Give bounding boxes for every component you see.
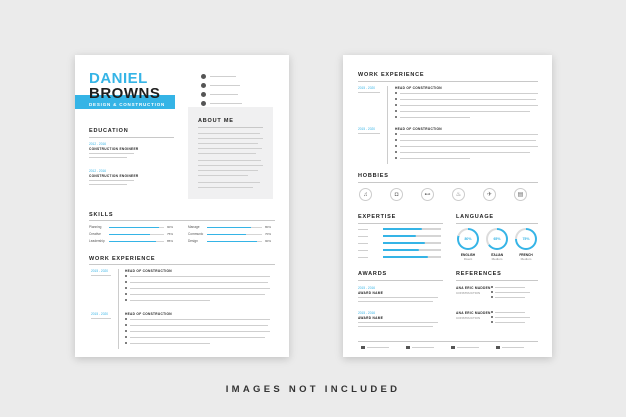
language-percent: 65% (488, 230, 506, 248)
job-title: HEAD OF CONSTRUCTION (125, 312, 172, 316)
caption: IMAGES NOT INCLUDED (225, 384, 401, 395)
expertise-marker (425, 256, 427, 258)
skill-bar-fill (109, 227, 159, 229)
expertise-bar (383, 256, 441, 258)
skill-label: Leadership (89, 239, 105, 243)
book-icon: ▤ (514, 188, 527, 201)
education-degree: CONSTRUCTION ENGINEER (89, 174, 139, 178)
location-icon (201, 101, 206, 106)
hobbies-title: HOBBIES (358, 173, 389, 179)
skill-bar (207, 227, 262, 229)
expertise-label (358, 234, 368, 238)
contact-web (201, 92, 238, 97)
language-name: ITALIAN (490, 253, 504, 257)
skill-bar-fill (109, 234, 150, 236)
about-box (188, 107, 273, 199)
expertise-bar (383, 228, 441, 230)
contact-address (201, 101, 242, 106)
expertise-marker (419, 228, 421, 230)
job-title: HEAD OF CONSTRUCTION (395, 86, 442, 90)
expertise-bar (383, 249, 441, 251)
references-title: REFERENCES (456, 271, 502, 277)
role-title: DESIGN & CONSTRUCTION (89, 102, 166, 107)
skill-bar (109, 234, 164, 236)
reference-name: ANA ERIC MADDEN (456, 286, 491, 290)
job-date: 2015 - 2020 (91, 312, 109, 316)
language-level: Fluent (463, 257, 473, 261)
expertise-bar (383, 235, 441, 237)
skill-label: Planning (89, 225, 102, 229)
footer-facebook (361, 346, 389, 349)
skill-percent: 80% (265, 225, 272, 229)
contact-phone (201, 74, 236, 79)
expertise-label (358, 241, 368, 245)
expertise-marker (414, 235, 416, 237)
skill-label: Communic (188, 232, 204, 236)
skill-bar-fill (109, 241, 156, 243)
expertise-label (358, 255, 368, 259)
phone-icon (201, 74, 206, 79)
linkedin-icon (496, 346, 500, 349)
plane-icon: ✈ (483, 188, 496, 201)
language-level: Medium (520, 257, 532, 261)
language-level: Medium (491, 257, 503, 261)
expertise-title: EXPERTISE (358, 214, 397, 220)
skill-bar (207, 241, 262, 243)
fitness-icon: ⊷ (421, 188, 434, 201)
footer-twitter (451, 346, 479, 349)
reference-role: CONSTRUCTION (456, 291, 481, 295)
job-date: 2015 - 2020 (358, 86, 376, 90)
skill-label: Design (188, 239, 198, 243)
contact-email (201, 83, 240, 88)
skill-percent: 75% (167, 232, 174, 236)
skill-percent: 85% (167, 239, 174, 243)
skill-bar-fill (207, 241, 257, 243)
job-title: HEAD OF CONSTRUCTION (395, 127, 442, 131)
expertise-marker (417, 249, 419, 251)
skill-label: Creative (89, 232, 101, 236)
job-title: HEAD OF CONSTRUCTION (125, 269, 172, 273)
footer-linkedin (496, 346, 524, 349)
education-degree: CONSTRUCTION ENGINEER (89, 147, 139, 151)
job-date: 2015 - 2020 (358, 127, 376, 131)
facebook-icon (361, 346, 365, 349)
coffee-icon: ♨ (452, 188, 465, 201)
resume-page-left (75, 55, 289, 357)
language-name: FRENCH (519, 253, 533, 257)
skill-label: Manage (188, 225, 200, 229)
language-ring (457, 228, 479, 250)
reference-name: ANA ERIC MADDEN (456, 311, 491, 315)
education-date: 2012 - 2016 (89, 169, 107, 173)
instagram-icon (406, 346, 410, 349)
expertise-label (358, 227, 368, 231)
skill-bar-fill (207, 227, 251, 229)
expertise-bar (383, 242, 441, 244)
education-title: EDUCATION (89, 128, 129, 134)
awards-title: AWARDS (358, 271, 387, 277)
language-ring (515, 228, 537, 250)
twitter-icon (451, 346, 455, 349)
music-icon: ♫ (359, 188, 372, 201)
award-name: AWARD NAME (358, 316, 384, 320)
last-name: BROWNS (89, 85, 161, 102)
work-title: WORK EXPERIENCE (358, 72, 425, 78)
first-name: DANIEL (89, 70, 148, 87)
skills-title: SKILLS (89, 212, 114, 218)
language-title: LANGUAGE (456, 214, 494, 220)
language-percent: 75% (517, 230, 535, 248)
award-date: 2015 - 2016 (358, 286, 376, 290)
expertise-marker (422, 242, 424, 244)
camera-icon: ◘ (390, 188, 403, 201)
resume-page-right (343, 55, 552, 357)
about-title: ABOUT ME (198, 118, 234, 124)
expertise-label (358, 248, 368, 252)
skill-percent: 90% (167, 225, 174, 229)
language-percent: 80% (459, 230, 477, 248)
skill-percent: 90% (265, 239, 272, 243)
work-title: WORK EXPERIENCE (89, 256, 156, 262)
email-icon (201, 83, 206, 88)
award-name: AWARD NAME (358, 291, 384, 295)
award-date: 2015 - 2016 (358, 311, 376, 315)
globe-icon (201, 92, 206, 97)
language-name: ENGLISH (460, 253, 476, 257)
skill-bar (109, 241, 164, 243)
language-ring (486, 228, 508, 250)
skill-percent: 70% (265, 232, 272, 236)
skill-bar (207, 234, 262, 236)
reference-role: CONSTRUCTION (456, 316, 481, 320)
skill-bar-fill (207, 234, 246, 236)
skill-bar (109, 227, 164, 229)
education-date: 2012 - 2016 (89, 142, 107, 146)
footer-instagram (406, 346, 434, 349)
job-date: 2015 - 2020 (91, 269, 109, 273)
